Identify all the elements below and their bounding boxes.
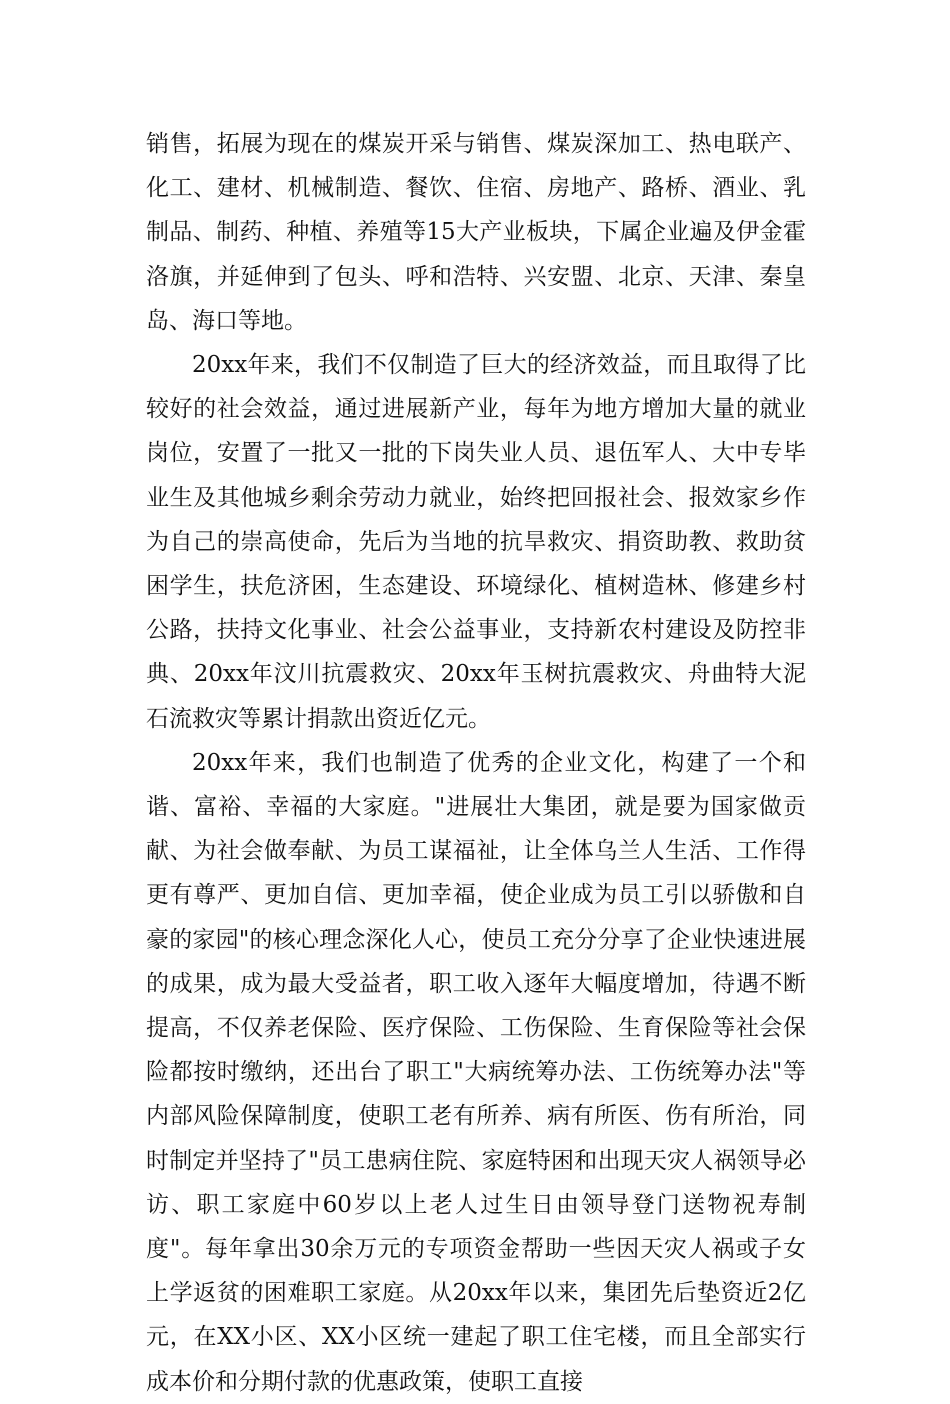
document-body: [146, 122, 806, 1404]
paragraph-3: 20xx年来，我们也制造了优秀的企业文化，构建了一个和谐、富裕、幸福的大家庭。"进展壮大集团，就是要为国家做贡献、为社会做奉献、为员工谋福祉，让全体乌兰人生活、工作得更有尊严、更加自信、更加幸福，使企业成为员工引以骄傲和自豪的家园"的核心理念深化人心，使员工充分分享了企业快速进展的成果，成为最大受益者，职工收入逐年大幅度增加，待遇不断提高，不仅养老保险、医疗保险、工伤保险、生育保险等社会保险都按时缴纳，还出台了职工"大病统筹办法、工伤统筹办法"等内部风险保障制度，使职工老有所养、病有所医、伤有所治，同时制定并坚持了"员工患病住院、家庭特困和出现天灾人祸领导必访、职工家庭中60岁以上老人过生日由领导登门送物祝寿制度"。每年拿出30余万元的专项资金帮助一些因天灾人祸或子女上学返贫的困难职工家庭。从20xx年以来，集团先后垫资近2亿元，在XX小区、XX小区统一建起了职工住宅楼，而且全部实行成本价和分期付款的优惠政策，使职工直接: [146, 749, 806, 1395]
paragraph-1: 销售，拓展为现在的煤炭开采与销售、煤炭深加工、热电联产、化工、建材、机械制造、餐饮、住宿、房地产、路桥、酒业、乳制品、制药、种植、养殖等15大产业板块，下属企业遍及伊金霍洛旗，并延伸到了包头、呼和浩特、兴安盟、北京、天津、秦皇岛、海口等地。: [146, 131, 806, 334]
paragraph-2: 20xx年来，我们不仅制造了巨大的经济效益，而且取得了比较好的社会效益，通过进展新产业，每年为地方增加大量的就业岗位，安置了一批又一批的下岗失业人员、退伍军人、大中专毕业生及其他城乡剩余劳动力就业，始终把回报社会、报效家乡作为自己的崇高使命，先后为当地的抗旱救灾、捐资助教、救助贫困学生，扶危济困，生态建设、环境绿化、植树造林、修建乡村公路，扶持文化事业、社会公益事业，支持新农村建设及防控非典、20xx年汶川抗震救灾、20xx年玉树抗震救灾、舟曲特大泥石流救灾等累计捐款出资近亿元。: [146, 352, 806, 732]
